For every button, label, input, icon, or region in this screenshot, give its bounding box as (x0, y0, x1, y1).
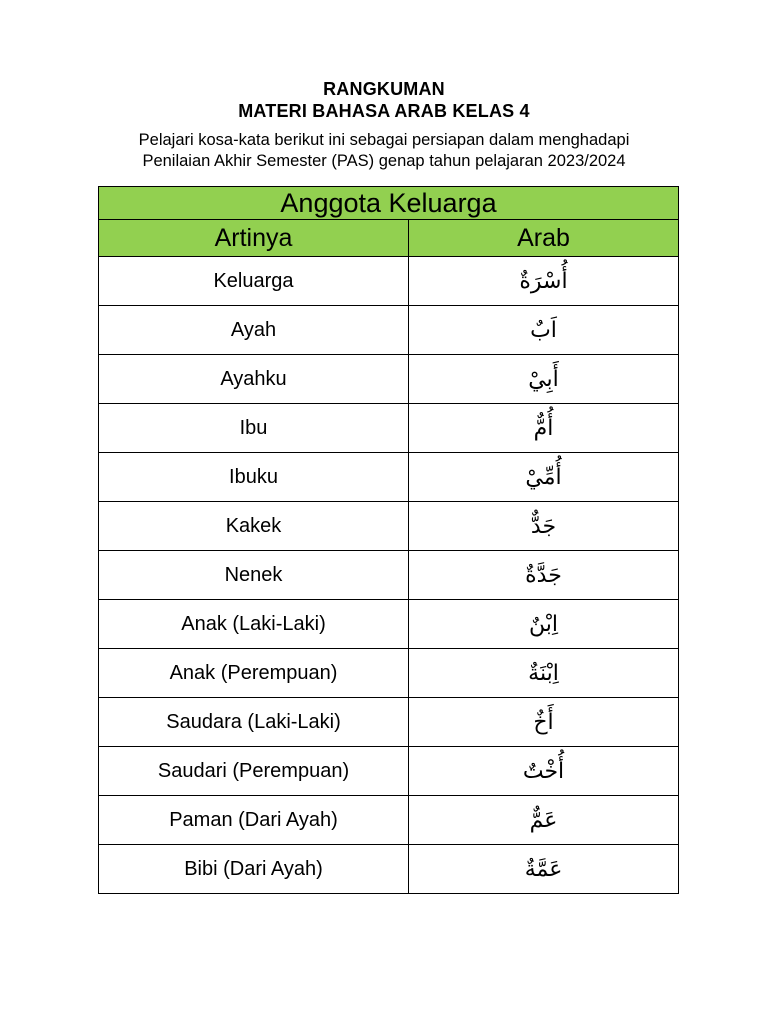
table-row (99, 551, 679, 600)
meaning-cell: Nenek (99, 551, 409, 600)
table-row (99, 649, 679, 698)
arabic-cell: أَبِيْ (409, 355, 679, 404)
meaning-cell: Paman (Dari Ayah) (99, 796, 409, 845)
arabic-cell: اِبْنَةٌ (409, 649, 679, 698)
meaning-cell: Anak (Perempuan) (99, 649, 409, 698)
arabic-cell: جَدٌّ (409, 502, 679, 551)
arabic-cell: اَبٌ (409, 306, 679, 355)
table-row (99, 306, 679, 355)
arabic-cell: أُمٌّ (409, 404, 679, 453)
table-row (99, 404, 679, 453)
arabic-cell: عَمَّةٌ (409, 845, 679, 894)
arabic-cell: أُسْرَةٌ (409, 257, 679, 306)
meaning-cell: Bibi (Dari Ayah) (99, 845, 409, 894)
table-row (99, 698, 679, 747)
table-row (99, 845, 679, 894)
vocabulary-table (98, 186, 679, 894)
meaning-cell: Saudari (Perempuan) (99, 747, 409, 796)
instructions-line-1: Pelajari kosa-kata berikut ini sebagai persiapan dalam menghadapi (138, 131, 630, 149)
meaning-cell: Ayah (99, 306, 409, 355)
column-header-meaning: Artinya (99, 220, 409, 257)
table-section-title: Anggota Keluarga (99, 187, 679, 220)
meaning-cell: Ibu (99, 404, 409, 453)
meaning-cell: Ibuku (99, 453, 409, 502)
document-header (0, 78, 768, 172)
meaning-cell: Kakek (99, 502, 409, 551)
instructions-line-2: Penilaian Akhir Semester (PAS) genap tahun pelajaran 2023/2024 (142, 152, 626, 170)
arabic-cell: عَمٌّ (409, 796, 679, 845)
table-row (99, 257, 679, 306)
table-row (99, 796, 679, 845)
document-subject-title: MATERI BAHASA ARAB KELAS 4 (238, 101, 530, 121)
table-row (99, 453, 679, 502)
table-row (99, 355, 679, 404)
table-row (99, 747, 679, 796)
arabic-cell: اِبْنٌ (409, 600, 679, 649)
meaning-cell: Saudara (Laki-Laki) (99, 698, 409, 747)
meaning-cell: Anak (Laki-Laki) (99, 600, 409, 649)
arabic-cell: أُمِّيْ (409, 453, 679, 502)
arabic-cell: أُخْتٌ (409, 747, 679, 796)
document-title: RANGKUMAN (323, 79, 445, 99)
meaning-cell: Ayahku (99, 355, 409, 404)
table-row (99, 502, 679, 551)
table-row (99, 600, 679, 649)
arabic-cell: أَخٌ (409, 698, 679, 747)
meaning-cell: Keluarga (99, 257, 409, 306)
arabic-cell: جَدَّةٌ (409, 551, 679, 600)
column-header-arabic: Arab (409, 220, 679, 257)
document-instructions (0, 130, 768, 172)
